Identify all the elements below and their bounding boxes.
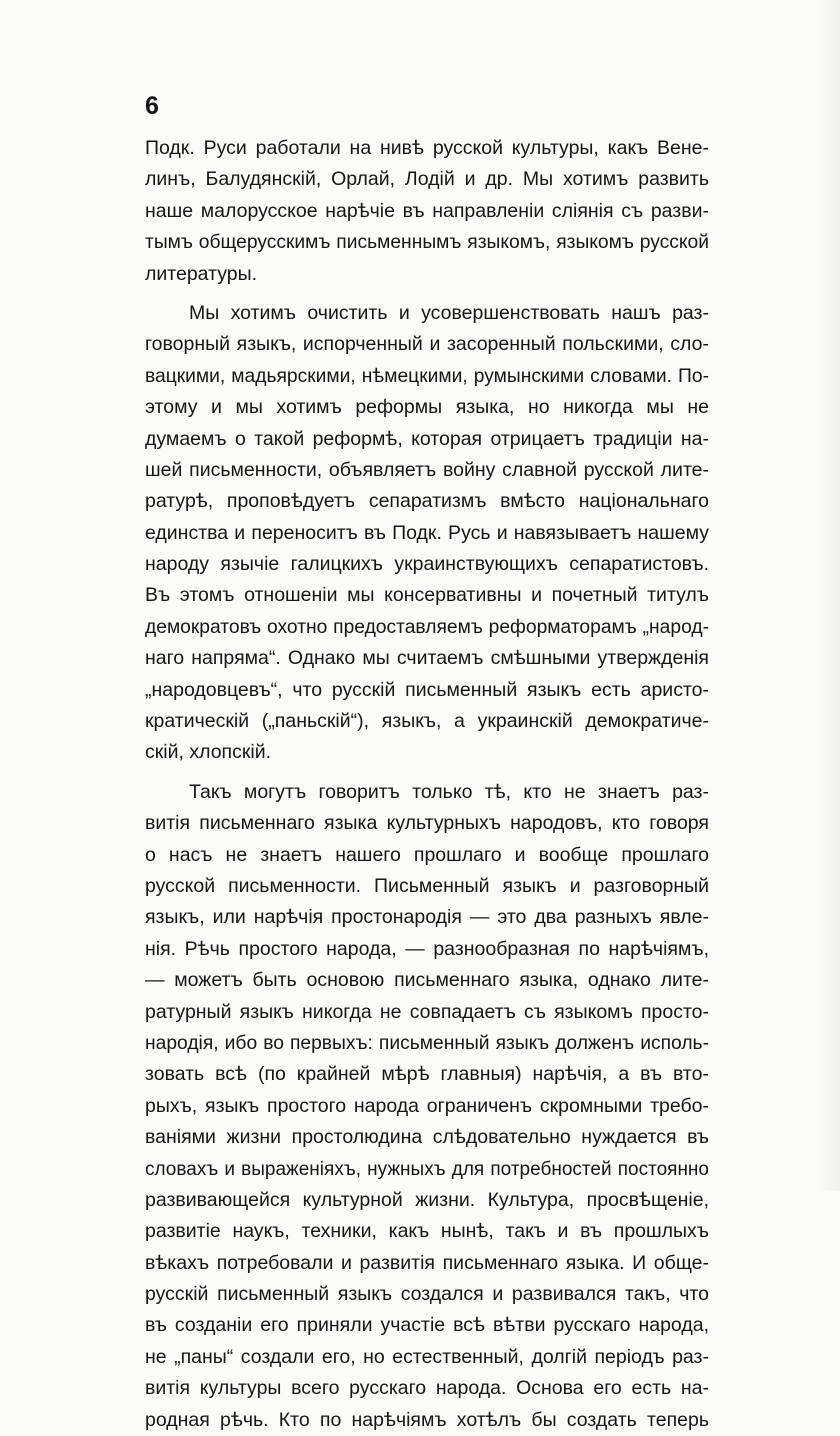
text-line: о насъ не знаетъ нашего прошлаго и вообще прошлаго: [145, 843, 709, 866]
text-line: думаемъ о такой реформѣ, которая отрицаетъ традиціи на-: [145, 427, 709, 450]
text-line: ратурный языкъ никогда не совпадаетъ съ языкомъ просто-: [145, 1000, 709, 1023]
text-line: говорный языкъ, испорченный и засоренный польскими, сло-: [145, 333, 709, 356]
body-text: [145, 133, 709, 1436]
text-line: скій, хлопскій.: [145, 741, 272, 764]
text-line: кратическій („паньскій“), языкъ, а украинскій демократиче-: [145, 710, 709, 733]
text-line: рыхъ, языкъ простого народа ограниченъ скромными требо-: [145, 1094, 709, 1117]
text-line: „народовцевъ“, что русскій письменный языкъ есть аристо-: [145, 678, 709, 701]
text-line: этому и мы хотимъ реформы языка, но никогда мы не: [145, 396, 709, 419]
paragraph-1: [145, 133, 709, 290]
text-line: наше малорусское нарѣчіе въ направленіи сліянія съ разви-: [145, 199, 709, 222]
text-line: витія культуры всего русскаго народа. Основа его есть на-: [145, 1377, 709, 1400]
text-line: не „паны“ создали его, но естественный, долгій періодъ раз-: [145, 1345, 709, 1368]
text-line: Мы хотимъ очистить и усовершенствовать нашъ раз-: [189, 301, 709, 324]
text-line: народія, ибо во первыхъ: письменный языкъ долженъ исполь-: [145, 1032, 709, 1054]
text-line: развитіе наукъ, техники, какъ нынѣ, такъ и въ прошлыхъ: [145, 1220, 709, 1243]
text-line: словахъ и выраженіяхъ, нужныхъ для потребностей постоянно: [145, 1158, 709, 1180]
text-line: тымъ общерусскимъ письменнымъ языкомъ, языкомъ русской: [145, 232, 709, 254]
text-line: Такъ могутъ говоритъ только тѣ, кто не знаетъ раз-: [189, 780, 709, 803]
text-line: Подк. Руси работали на нивѣ русской культуры, какъ Вене-: [145, 137, 709, 159]
text-line: — можетъ быть основою письменнаго языка, однако лите-: [145, 969, 709, 992]
text-line: шей письменности, объявляетъ войну славной русской лите-: [145, 458, 709, 481]
text-line: витія письменнаго языка культурныхъ народовъ, кто говоря: [145, 812, 709, 835]
text-line: ратурѣ, проповѣдуетъ сепаратизмъ вмѣсто національнаго: [145, 490, 709, 513]
text-line: русскій письменный языкъ создался и развивался такъ, что: [145, 1283, 709, 1306]
text-line: въ созданіи его приняли участіе всѣ вѣтви русскаго народа,: [145, 1314, 709, 1337]
text-line: единства и переноситъ въ Подк. Русь и навязываетъ нашему: [145, 521, 709, 544]
page-number: 6: [145, 92, 159, 120]
text-line: ваніями жизни простолюдина слѣдовательно нуждается въ: [145, 1126, 709, 1149]
text-line: народу язычіе галицкихъ украинствующихъ сепаратистовъ.: [145, 553, 709, 576]
paragraph-gap: [145, 769, 709, 777]
text-line: наго напряма“. Однако мы считаемъ смѣшными утвержденія: [145, 647, 709, 670]
paragraph-3: [145, 777, 709, 1436]
text-line: вѣкахъ потребовали и развитія письменнаго языка. И обще-: [145, 1251, 709, 1274]
text-line: вацкими, мадьярскими, нѣмецкими, румынскими словами. По-: [145, 365, 709, 387]
text-line: нія. Рѣчь простого народа, — разнообразная по нарѣчіямъ,: [145, 937, 709, 960]
scan-edge-shadow: [816, 0, 840, 1191]
text-line: языкъ, или нарѣчія простонародія — это два разныхъ явле-: [145, 906, 709, 929]
text-line: зовать всѣ (по крайней мѣрѣ главныя) нарѣчія, а въ вто-: [145, 1063, 709, 1086]
text-line: литературы.: [145, 262, 258, 285]
text-line: русской письменности. Письменный языкъ и разговорный: [145, 874, 709, 897]
paragraph-2: [145, 298, 709, 769]
text-line: демократовъ охотно предоставляемъ реформаторамъ „народ-: [145, 616, 709, 638]
text-line: линъ, Балудянскій, Орлай, Лодій и др. Мы хотимъ развить: [145, 168, 709, 191]
paragraph-gap: [145, 290, 709, 298]
text-line: родная рѣчь. Кто по нарѣчіямъ хотѣлъ бы создать теперь: [145, 1408, 709, 1431]
text-line: Въ этомъ отношеніи мы консервативны и почетный титулъ: [145, 584, 709, 607]
text-line: развивающейся культурной жизни. Культура, просвѣщеніе,: [145, 1188, 709, 1211]
